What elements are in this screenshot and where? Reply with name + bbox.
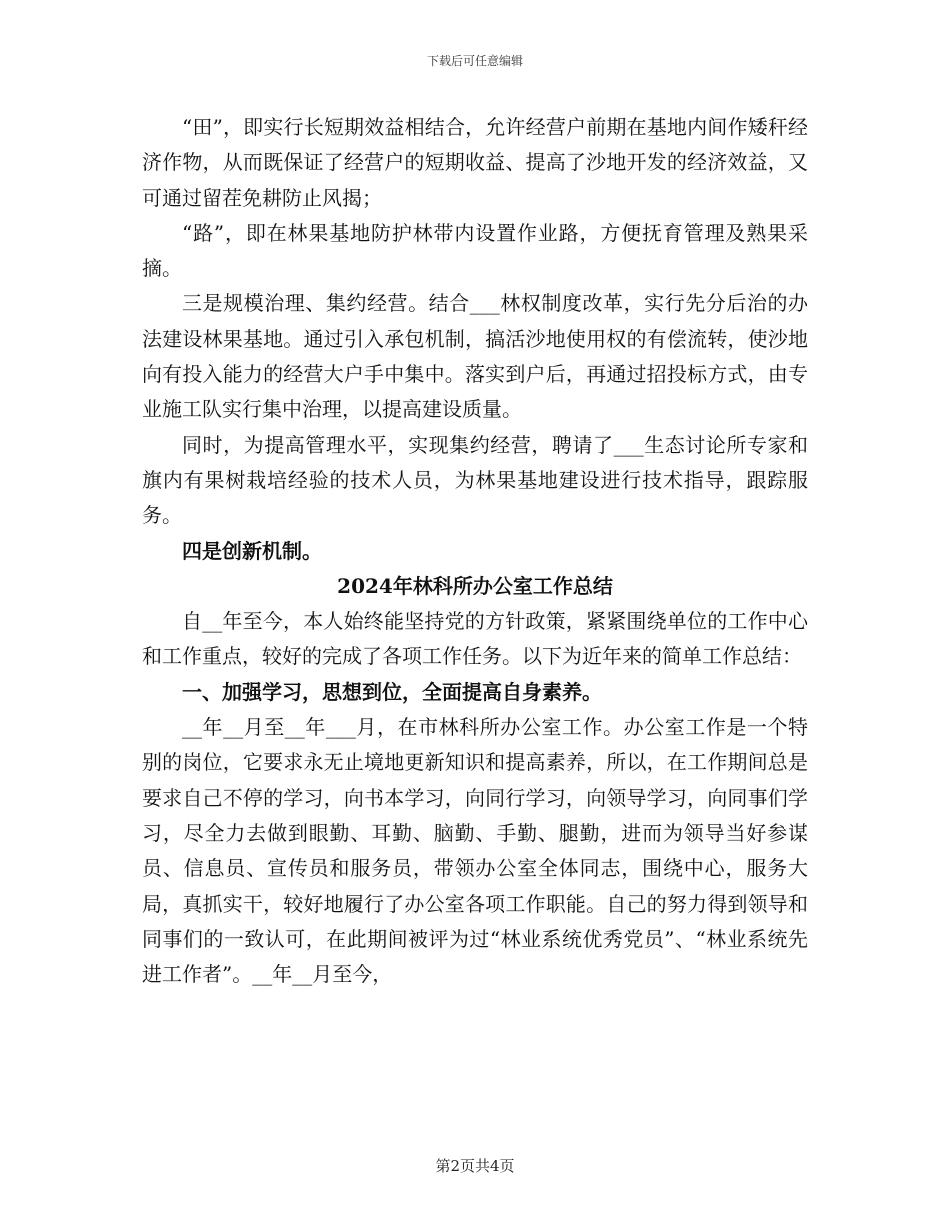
paragraph-expert-guidance: 同时，为提高管理水平，实现集约经营，聘请了___生态讨论所专家和旗内有果树栽培经验的技术人员，为林果基地建设进行技术指导，跟踪服务。: [142, 432, 808, 528]
paragraph-tian: “田”，即实行长短期效益相结合，允许经营户前期在基地内间作矮秆经济作物，从而既保证了经营户的短期收益、提高了沙地开发的经济效益，又可通过留茬免耕防止风揭；: [142, 115, 808, 210]
paragraph-office-work: __年__月至__年___月，在市林科所办公室工作。办公室工作是一个特别的岗位，它要求永无止境地更新知识和提高素养，所以，在工作期间总是要求自己不停的学习，向书本学习，向同行学习，向领导学习，向同事们学习，尽全力去做到眼勤、耳勤、脑勤、手勤、腿勤，进而为领导当好参谋员、信息员、宣传员和服务员，带领办公室全体同志，围绕中心，服务大局，真抓实干，较好地履行了办公室各项工作职能。自己的努力得到领导和同事们的一致认可，在此期间被评为过“林业系统优秀党员”、“林业系统先进工作者”。__年__月至今，: [142, 715, 808, 987]
paragraph-intro: 自__年至今，本人始终能坚持党的方针政策，紧紧围绕单位的工作中心和工作重点，较好的完成了各项工作任务。以下为近年来的简单工作总结：: [142, 609, 808, 669]
paragraph-lu: “路”，即在林果基地防护林带内设置作业路，方便抚育管理及熟果采摘。: [142, 220, 808, 281]
paragraph-study-heading: 一、加强学习，思想到位，全面提高自身素养。: [182, 679, 602, 704]
page-number: 第2页共4页: [435, 1157, 515, 1175]
section-title: 2024年林科所办公室工作总结: [337, 573, 613, 598]
page-header-note: 下载后可任意编辑: [426, 54, 523, 68]
document-body: [142, 110, 808, 992]
paragraph-scale-management: 三是规模治理、集约经营。结合___林权制度改革，实行先分后治的办法建设林果基地。通过引入承包机制，搞活沙地使用权的有偿流转，使沙地向有投入能力的经营大户手中集中。落实到户后，再通过招投标方式，由专业施工队实行集中治理，以提高建设质量。: [142, 291, 808, 422]
paragraph-innovation-heading: 四是创新机制。: [182, 538, 322, 563]
